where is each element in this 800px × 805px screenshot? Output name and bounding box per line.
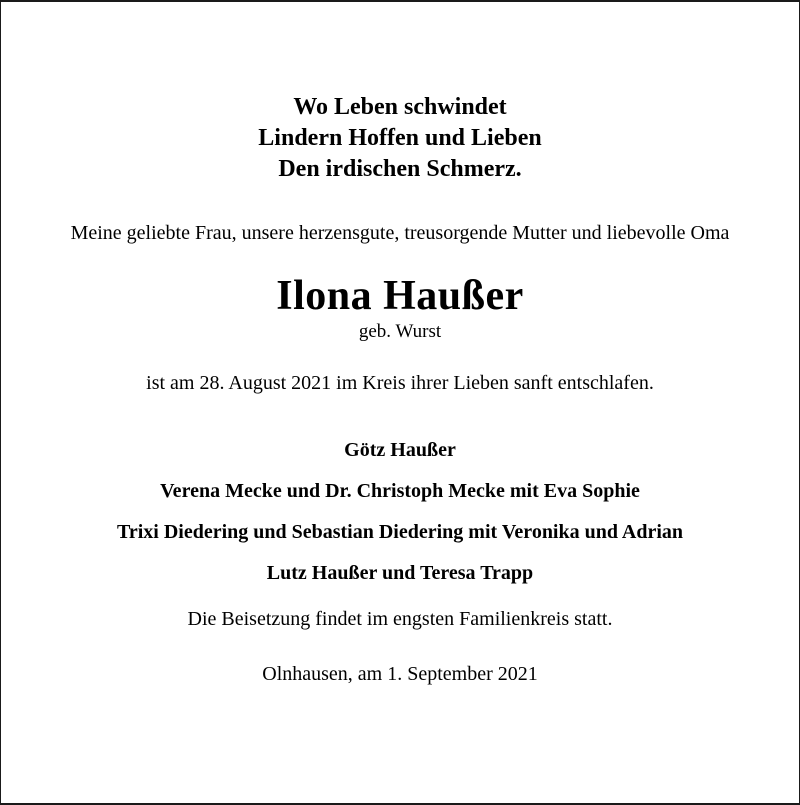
mourner-line: Trixi Diedering und Sebastian Diedering mit Veronika und Adrian (116, 521, 684, 543)
verse-line: Lindern Hoffen und Lieben (258, 125, 542, 151)
verse-line: Wo Leben schwindet (293, 94, 507, 120)
place-date-line: Olnhausen, am 1. September 2021 (262, 663, 538, 685)
death-date-line: ist am 28. August 2021 im Kreis ihrer Lieben sanft entschlafen. (146, 372, 654, 394)
deceased-name: Ilona Haußer (276, 273, 524, 319)
maiden-name: geb. Wurst (358, 321, 442, 342)
mourners-list (1, 439, 799, 584)
verse-line: Den irdischen Schmerz. (278, 156, 522, 182)
mourner-line: Verena Mecke und Dr. Christoph Mecke mit Eva Sophie (160, 480, 640, 502)
mourner-line: Lutz Haußer und Teresa Trapp (266, 562, 534, 584)
condolence-verse (1, 92, 799, 185)
intro-line: Meine geliebte Frau, unsere herzensgute, treusorgende Mutter und liebevolle Oma (70, 222, 730, 244)
funeral-info-line: Die Beisetzung findet im engsten Familienkreis statt. (187, 608, 613, 630)
mourner-line: Götz Haußer (344, 439, 456, 461)
